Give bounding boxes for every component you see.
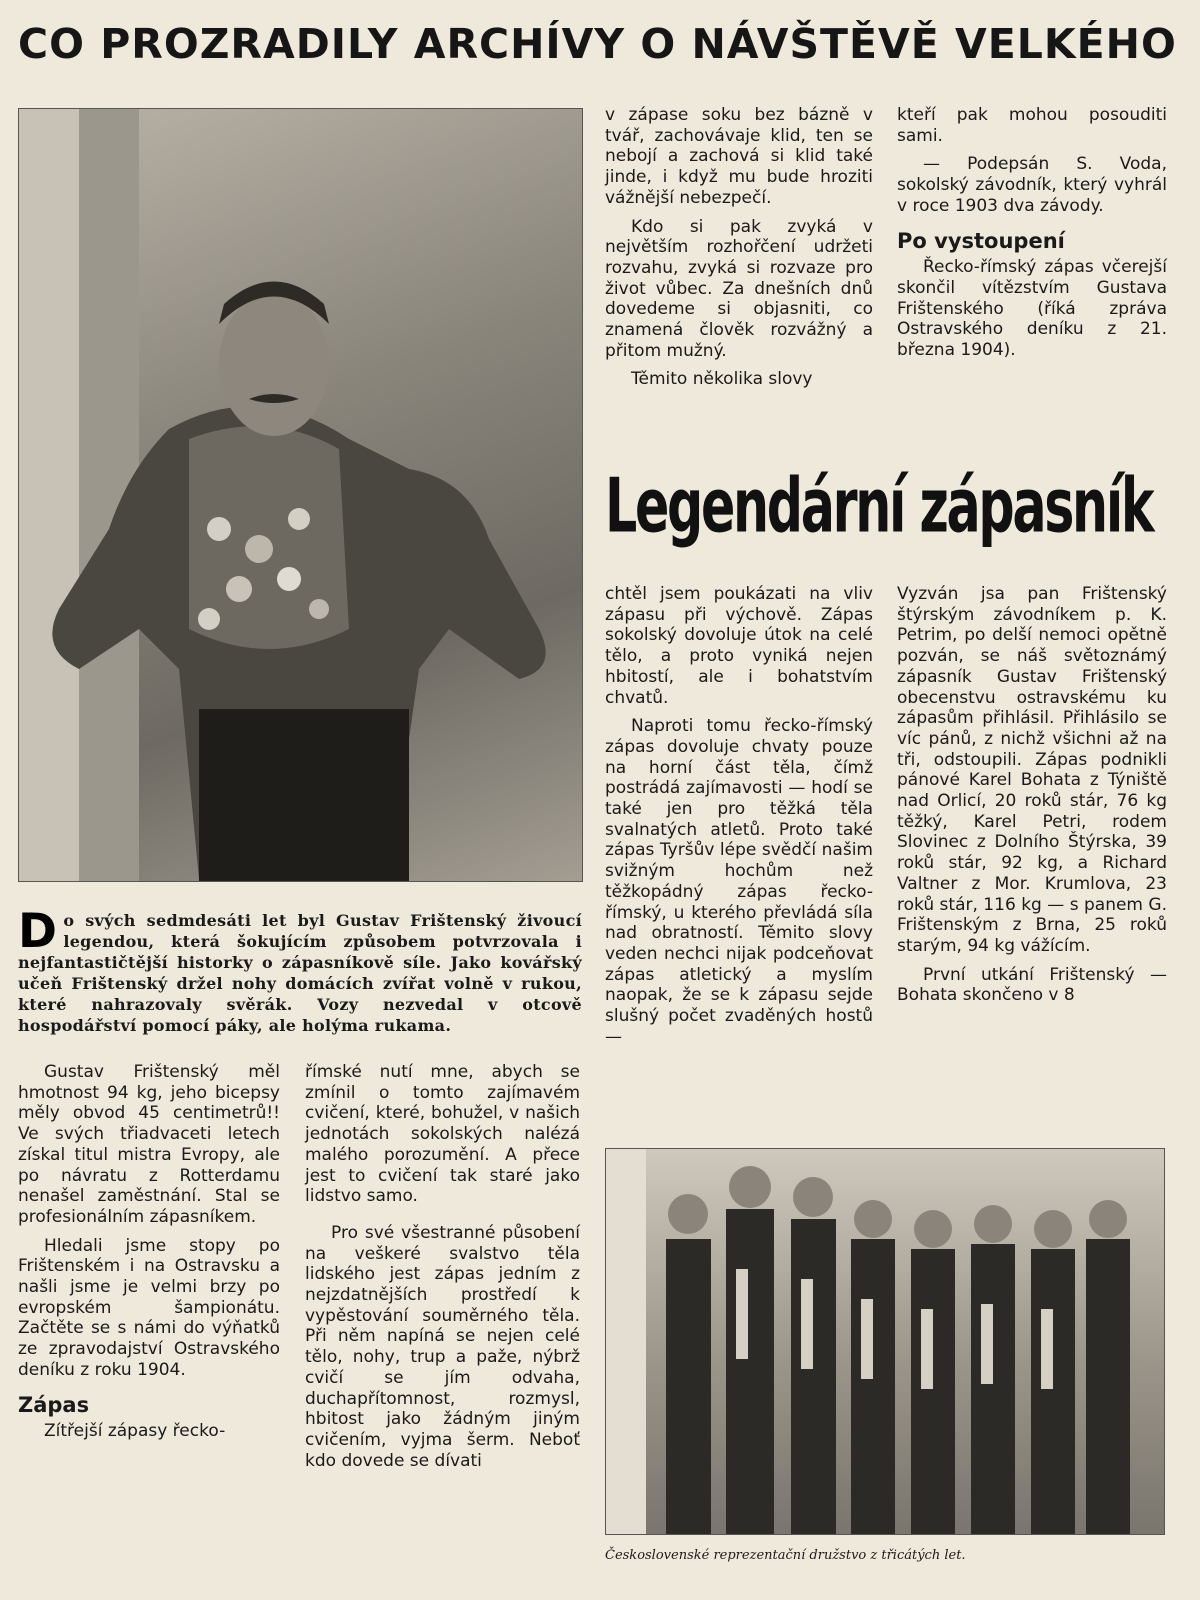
- headline: CO PROZRADILY ARCHÍVY O NÁVŠTĚVĚ VELKÉHO: [18, 20, 1177, 68]
- wrestler-portrait-photo: [18, 108, 583, 882]
- col-d-paragraph: Vyzván jsa pan Frištenský štýrským závodníkem p. K. Petrim, po delší nemoci opětně pozván, se náš světoznámý zápasník Gustav Frištenský obecenstvu ostravskému ku zápasům přihlásil. Přihlásilo se víc pánů, z nichž všichni až na tři, odstoupili. Zápas podnikli pánové Karel Bohata z Týniště nad Orlicí, 20 roků stár, 76 kg těžký, Karel Petri, rodem Slovinec z Dolního Štýrska, 39 roků stár, 92 kg, a Richard Valtner z Mor. Krumlova, 23 roků stár, 116 kg — s panem G. Frištenským z Brna, 25 roků starým, 94 kg vážícím.: [897, 584, 1167, 956]
- col-d-paragraph: Řecko-římský zápas včerejší skončil vítězstvím Gustava Frištenského (říká zpráva Ostravského deníku z 21. března 1904).: [897, 257, 1167, 361]
- col-d-paragraph: — Podepsán S. Voda, sokolský závodník, který vyhrál v roce 1903 dva závody.: [897, 154, 1167, 216]
- column-c-top: [605, 105, 873, 390]
- col-c-paragraph: Kdo si pak zvyká v největším rozhořčení udržeti rozvahu, zvyká si rozvaze pro život vůbec. Za dnešních dnů dovedeme si objasniti, co znamená člověk rozvážný a přitom mužný.: [605, 216, 873, 361]
- photo-caption: Československé reprezentační družstvo z třicátých let.: [605, 1548, 966, 1563]
- col-b-paragraph: Pro své všestranné působení na veškeré svalstvo těla lidského jest zápas jedním z nejzdatnějších prostředí k vypěstování souměrného těla. Při něm napíná se nejen celé tělo, nohy, trup a paže, nýbrž cvičí se jím odvaha, duchapřítomnost, rozmysl, hbitost jako žádným jiným cvičením, vyjma šerm. Neboť kdo dovede se dívati: [305, 1222, 580, 1471]
- lead-text: o svých sedmdesáti let byl Gustav Frištenský živoucí legendou, která šokujícím způsobem potvrzovala i nejfantastičtější historky o zápasníkově síle. Jako kovářský učeň Frištenský držel nohy domácích zvířat volně v rukou, které nahrazovaly svěrák. Vozy nezvedal v otcově hospodářství pomocí páky, ale holýma rukama.: [18, 911, 582, 1035]
- col-d-paragraph: kteří pak mohou posouditi sami.: [897, 105, 1167, 146]
- subheading-po-vystoupeni: Po vystoupení: [897, 228, 1065, 253]
- col-c-paragraph: Naproti tomu řecko-římský zápas dovoluje chvaty pouze na horní část těla, čímž postrádá zajímavosti — hodí se také jen pro těžká těla svalnatých atletů. Proto také zápas Tyršův lépe svědčí našim svižným hochům než těžkopádný zápas řecko-římský, u kterého převládá síla nad obratností. Těmito slovy veden nechci nijak podceňovat zápas atletický a myslím naopak, že se k zápasu sejde slušný počet zvaděných hostů —: [605, 716, 873, 1047]
- col-a-paragraph: Gustav Frištenský měl hmotnost 94 kg, jeho bicepsy měly obvod 45 centimetrů!! Ve svých třiadvaceti letech získal titul mistra Evropy, ale po návratu z Rotterdamu nenašel zaměstnání. Stal se profesionálním zápasníkem.: [18, 1062, 280, 1227]
- col-d-paragraph: První utkání Frištenský —Bohata skončeno v 8: [897, 964, 1167, 1006]
- col-c-paragraph: Těmito několika slovy: [631, 369, 813, 390]
- column-a: [18, 1062, 280, 1442]
- column-d-bottom: [897, 584, 1167, 1006]
- col-c-paragraph: chtěl jsem poukázati na vliv zápasu při výchově. Zápas sokolský dovoluje útok na celé tělo, a proto vyniká nejen hbitostí, ale i bohatstvím chvatů.: [605, 584, 873, 708]
- column-b: [305, 1062, 580, 1471]
- col-b-paragraph: římské nutí mne, abych se zmínil o tomto zajímavém cvičení, které, bohužel, v našich jednotách sokolských nalézá malého porozumění. A přece jest to cvičení tak staré jako lidstvo samo.: [305, 1062, 580, 1207]
- team-photo: [605, 1148, 1165, 1535]
- col-a-paragraph: Zítřejší zápasy řecko-: [44, 1421, 226, 1442]
- article-title: Legendární zápasník: [605, 463, 1153, 551]
- column-c-bottom: [605, 584, 873, 1047]
- lead-dropcap: D: [18, 904, 58, 959]
- subheading-zapas: Zápas: [18, 1392, 90, 1417]
- col-c-paragraph: v zápase soku bez bázně v tvář, zachovávaje klid, ten se nebojí a zachová si klid také jinde, i když mu bude hroziti vážnější nebezpečí.: [605, 105, 873, 208]
- column-d-top: [897, 105, 1167, 361]
- lead-paragraph: [18, 904, 582, 1036]
- col-a-paragraph: Hledali jsme stopy po Frištenském i na Ostravsku a našli jsme je velmi brzy po evropském šampionátu. Začtěte se s námi do výňatků ze zpravodajství Ostravského deníku z roku 1904.: [18, 1235, 280, 1380]
